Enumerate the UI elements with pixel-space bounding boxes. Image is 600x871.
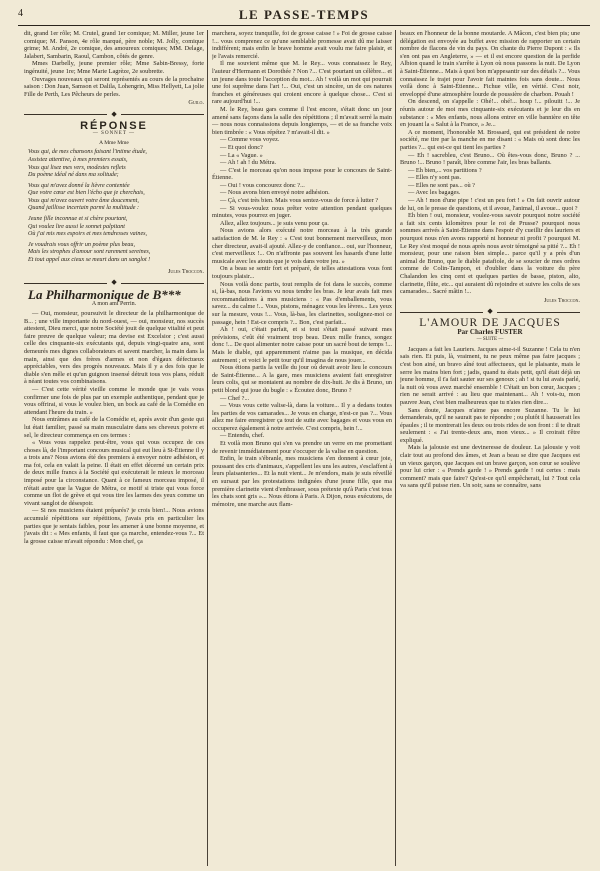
- page-number: 4: [18, 8, 23, 19]
- signature: Jules Troccon.: [167, 267, 204, 275]
- poem-subtitle: — SONNET —: [92, 131, 136, 137]
- article-paragraph: Enfin, le train s'ébranle, mes musiciens s'en donnent à cœur joie, poussant des cris d'animaux, s'appellent les uns les autres, s'esclaffent à leurs plaisanteries... Et la nuit vient... Je m'endors, mais je suis réveillé en sursaut par les protestations indignées d'une jeune fille, que ma première clarinette vient d'embrasser, sous prétexte qu'à Paris c'est tous les chats sont gris »... Nous étions à Paris. A Dijon, nous exécutons, de mémoire, une marche aux flam-: [212, 455, 392, 508]
- poem-stanza: [24, 183, 204, 213]
- column-2: [212, 30, 392, 866]
- column-3: [400, 30, 580, 866]
- article-paragraph: — Oui, monsieur, poursuivit le directeur de la philharmonique de B... ; une ville importante du nord-ouest, — oui, monsieur, nos succès attestent, Dieu merci, que notre Société jouit de quelque vitalité et peut faire preuve de quelque valeur; ma devise est Excelsior ; c'est aussi celle des cinquante-six exécutants qui, depuis vingt-quatre ans, sont demeurés mes dignes collaborateurs et savent marcher, la main dans la main, ainsi que des frères d'armes et non d'égaux défectueux appréciables, vers des progrès nouveaux. Mais il y a des fois que le diable s'en mêle et qu'un guignon insensé détruit tous vos plans, réduit à néant toutes vos combinaisons.: [24, 310, 204, 386]
- dialog-line: — La « Vague. »: [220, 151, 263, 159]
- article-paragraph: M. le Rey, beau gars comme il l'est encore, s'était donc un jour amené sans façons dans la salle des répétitions ; il m'avait serré la main — nous nous connaissions depuis longtemps, — et de sa franche voix bien timbrée : « Vous répétez ? m'avait-il dit. »: [212, 105, 392, 136]
- serial-suite-label: — SUITE —: [476, 337, 504, 343]
- article-paragraph: Mmes Darbelly, jeune premier rôle; Mme Sabin-Bressy, forte ingénuité, jeune 1re; Mme Marie Lagrèze, 2e soubrette.: [24, 60, 204, 75]
- article-paragraph: Ouvrages nouveaux qui seront représentés au cours de la prochaine saison : Don Juan, Samson et Dalila, Lohengrin, Miss Hellyett, La jolie Fille de Perth, Les Pêcheurs de perles.: [24, 75, 204, 98]
- story-title: La Philharmonique de B***: [28, 286, 181, 302]
- verse-line: Et tout appel aux cieux se meurt dans un sanglot !: [28, 257, 151, 264]
- header-rule: [18, 25, 590, 26]
- section-separator: ◆: [24, 111, 204, 119]
- column-1: [24, 30, 204, 866]
- dialog-line: — Eh ! sacrebleu, c'est Bruno... Où êtes-vous donc, Bruno ? ... Bruno !... Bruno ! paraît, libre comme l'air, les bras ballants.: [400, 151, 580, 167]
- verse-line: Qui voulez lire aussi le sonnet palpitant: [28, 223, 125, 230]
- article-paragraph: Mais la jalousie est une devineresse de douleur. La jalousie y voit clair tout au profond des âmes, et Jean a beau se dire que Jacques est un vieux garçon, que Jacques est un brave garçon, son cœur se soulève pour lui crier : « Prends garde ! » Prends garde ! oui certes : mais comment? mais que faire? Qu'est-ce qu'il empêcherait, lui ? Tout cela va sans qu'il puisse rien. Un soir, sans se connaître, sans: [400, 444, 580, 490]
- verse-line: Où j'ai mis mes espoirs et mes tendresses vaines,: [28, 231, 148, 238]
- dialog-line: — Avec les bagages.: [408, 189, 461, 197]
- dialog-line: — Chef ?...: [220, 394, 250, 402]
- article-paragraph: A ce moment, l'honorable M. Brossard, qui est président de notre société, me tire par la manche en me disant : « Mais où sont donc les parties ?... qui est-ce qui tient les parties ?: [400, 128, 580, 151]
- dialog-line: — Entendu, chef.: [220, 432, 265, 440]
- verse-line: Mais les strophes d'amour sont rarement sereines,: [28, 249, 151, 256]
- article-paragraph: Nous voilà donc partis, tout remplis de foi dans le succès, comme si, là-bas, nous l'avions vu nous tendre les bras. Je leur avais fait mes recommandations à mes musiciens : « Pas d'emballements, vous savez... du calme !... Vous, pistons, ménagez vous les lèvres... Les yeux sur la mesure, vous !... Vous, là-bas, les clarinettes, soulignez-moi ce passage, hein ! Est-ce compris ?... Bon, c'est parfait...: [212, 280, 392, 326]
- column-divider-1: [207, 30, 208, 866]
- poem-stanza: [24, 149, 204, 179]
- dialog-line: — C'est le morceau qu'on nous impose pour le concours de Saint-Étienne.: [212, 166, 392, 182]
- article-paragraph: Et voilà mon Bruno qui s'en va prendre un verre en me promettant de revenir immédiatement pour s'occuper de la valise en question.: [212, 440, 392, 455]
- verse-line: Assistez attentive, à mes premiers essais,: [28, 156, 128, 163]
- article-paragraph: — Si nos musiciens étaient préparés? je crois bien!... Nous avions accumulé répétitions sur répétitions, j'avais pris en particulier les parties que je sentais faibles, pour les amener à une bonne moyenne, et j'avais dit : « Mes enfants, il faut que ça marche, entendez-vous ?... Et la grosse caisse m'avait répondu : Mon chef, ça: [24, 507, 204, 545]
- dialog-line: — Ah ! mon d'une pipe ! c'est un peu fort ! » On fait ouvrir autour de lui, on le presse de questions, et il avoue, l'animal, il avoue... quoi ?: [400, 197, 580, 212]
- article-paragraph: Il me souvient même que M. le Rey... vous connaissez le Rey, l'auteur d'Hermann et Dorothée ? Non ?... C'est pourtant un célèbre... et un jeune dans toute l'acception du mot... Ah ! voilà un mot qui pourrait une foi suprême dans l'art !... Oui, c'est un sincère, un de ces natures franches et généreuses qui croient encore à quelque chose... C'est si rare aujourd'hui !...: [212, 60, 392, 106]
- article-paragraph: Jacques a fait les Lauriers. Jacques aime-t-il Suzanne ! Cela tu n'en sais rien. Et puis, là, vraiment, tu ne peux même pas faire jacques ; c'est bon ainé, un bravo aîné tout affectueux, qui le plaisante, mais le serre les mains bien fort ; jadis, quand tu étais petit, qu'il était déjà un jeune homme, il t'a fait sauter sur ses genoux ; ah ! si tu lui avais parlé, la nuit où vous avez marché ensemble ! C'était un bon cœur, Jacques ; rien ne serait arrivé : au lieu que maintenant... Ah ! vois-tu, mon pauvre Jean, c'est bien malheureux que tu n'aies rien dire...: [400, 345, 580, 406]
- article-paragraph: On a beau se sentir fort et préparé, de telles attestations vous font toujours plaisir...: [212, 265, 392, 280]
- article-paragraph: marchera, soyez tranquille, foi de grosse caisse ! » Foi de grosse caisse !... vous comprenez ce qu'une semblable promesse avait dû me laisser indifférent; mais enfin le brave homme avait voulu me faire plaisir, et je l'avais remercié.: [212, 30, 392, 60]
- dialog-line: — Et quoi donc?: [220, 143, 263, 151]
- article-paragraph: Nous étions partis la veille du jour où devait avoir lieu le concours de Saint-Étienne... A la gare, mes musiciens avaient fait enregistrer leurs colis, qui se montaient au nombre de dix-huit. Je dis à Bruno, un petit blond qui joue du bugle : « Écoutez donc, Bruno ?: [212, 364, 392, 394]
- article-paragraph: Sans doute, Jacques n'aime pas encore Suzanne. Tu le lui demanderais, qu'il ne saurait pas te répondre ; ou plutôt il hausserait les épaules ; il te montrerait les deux ou trois rides de son front : il te dirait seulement : « J'ai trente-deux ans, mon vieux... » Il croirait t'être expliqué.: [400, 406, 580, 444]
- section-separator: ◆: [400, 308, 580, 316]
- serial-title: L'AMOUR DE JACQUES: [419, 316, 561, 329]
- signature: Guilo.: [188, 99, 204, 107]
- article-paragraph: — C'est cette vérité vieille comme le monde que je vais vous confirmer une fois de plus par un exemple authentique, pendant que je vous offrirai, si vous le voulez bien, un bock au café de la Comédie en attendant l'heure du train. »: [24, 385, 204, 416]
- article-paragraph: Ah ! oui, c'était parfait, et si tout s'était passé suivant mes prévisions, c'eût été vraiment trop beau. Deux mille francs, songez donc !... De quoi alimenter notre caisse pour un sacré bout de temps !... Mais le diable, qui apparemment n'aime pas la musique, en décida autrement ; et voici le petit tour qu'il imagina de nous jouer...: [212, 326, 392, 364]
- dialog-line: — Çà, c'est très bien. Mais vous sentez-vous de force à lutter ?: [220, 197, 379, 205]
- column-divider-2: [395, 30, 396, 866]
- serial-author: Par Charles FUSTER: [457, 327, 523, 336]
- verse-line: Vous qui m'avez ouvert votre âme doucement,: [28, 197, 139, 204]
- verse-line: Vous qui, de mes chansons faisant l'intime étude,: [28, 149, 147, 156]
- verse-line: Quand jaillisse incertain parmi la multitude :: [28, 205, 140, 212]
- page-header: [18, 6, 590, 24]
- story-dedication: A mon ami Perrin.: [91, 301, 137, 308]
- dialog-line: — Comme vous voyez.: [220, 136, 280, 144]
- article-paragraph: dit, grand 1er rôle; M. Crutel, grand 1er comique; M. Miller, jeune 1er comique; M. Panson, 4e rôle marqué, père noble; M. Jolly, comique grime; M. André, 2e comique, des amoureux comiques; MM. Delage, Jalabert, Sambarin, Raoul, Cambon, côtés de genre.: [24, 30, 204, 60]
- signature: Jules Troccon.: [543, 296, 580, 304]
- dialog-line: — Oui ! vous concourez donc ?...: [220, 181, 305, 189]
- masthead-title: LE PASSE-TEMPS: [238, 7, 370, 22]
- poem-stanza: [24, 242, 204, 265]
- article-paragraph: Eh bien ! oui, monsieur, voulez-vous savoir pourquoi notre société a fait six cents kilomètres pour le roi de Prusse? pourquoi nous sommes arrivés à Saint-Étienne dans l'espoir d'y cueillir des lauriers et pourquoi nous n'en avons rapporté ni honneur ni profit ? pourquoi M. Le Rey s'est moqué de nous après nous avoir témoigné sa pitié ?... Eh ! monsieur, pour une raison bien simple... parce qu'il y a près d'un animal de Bruno, que le diable patafiole, de se soucier de mes ordres comme de Colin-Tampon, et d'oublier dans la voiture du père Chalandon les cinq cent et quelques parties de basse, piston, alto, clarinette, flûte, etc... qui auraient dû rejoindre et suivre les colis de ses camarades... Sacré mâtin !...: [400, 212, 580, 296]
- verse-line: Jeune fille inconnue et si chère pourtant,: [28, 216, 128, 223]
- verse-line: Je voudrais vous offrir un poème plus beau,: [28, 241, 135, 248]
- article-paragraph: Nous avions alors exécuté notre morceau à la très grande satisfaction de M. le Rey : « C'est tout bonnement merveilleux, mon cher directeur, avait-il ajouté. Allez-y de confiance... oui, sur l'honneur, c'est merveilleux !... On n'affronte pas souvent les hasards d'une lutte musicale avec les atouts que je vois dans votre jeu. »: [212, 227, 392, 265]
- dialog-line: — Nous avons bien envoyé notre adhésion.: [220, 189, 330, 197]
- section-separator: ◆: [24, 279, 204, 287]
- article-paragraph: « Vous vous rappelez peut-être, vous qui vous occupez de ces choses là, de l'important concours musical qui eut lieu à St-Étienne il y a trois ans? Nous avions été des premiers à envoyer notre adhésion, et ma foi, cela en valait la peine. Il était en effet décerné un certain prix de deux mille francs à la Société qui exécuterait le mieux le morceau imposé pour la circonstance. Quant à ce fameux morceau imposé, il n'était autre que la Vague de Métra, ce motif si triste qui vous force comme un flot de grève et qui vous tire les larmes des yeux comme un vivant sanglot de désespoir.: [24, 439, 204, 507]
- poem-stanza: [24, 216, 204, 239]
- poem-dedication: A Mme Mme: [99, 139, 129, 146]
- verse-line: Du poème idéal né dans ma solitude;: [28, 172, 119, 179]
- verse-line: Vous qui lisez mes vers, modestes reflets: [28, 164, 126, 171]
- dialog-line: — Eh bien,... vos partitions ?: [408, 166, 482, 174]
- dialog-line: — Si vous-voulez nous prêter votre attention pendant quelques minutes, vous pourrez en juger.: [212, 204, 392, 220]
- poem-title: RÉPONSE: [80, 119, 148, 132]
- article-paragraph: Allez, allez toujours... je suis venu pour ça.: [220, 219, 329, 227]
- dialog-line: — Elles ne sont pas... où ?: [408, 181, 475, 189]
- dialog-line: — Elles n'y sont pas.: [408, 174, 462, 182]
- verse-line: Que votre cœur est bien l'écho que je cherchais,: [28, 190, 145, 197]
- article-paragraph: beaux en l'honneur de la bonne moutarde. A Mâcon, c'est bien pis; une délégation est envoyée au buffet avec mission de rapporter un certain nombre de flacons de vin du pays. On chante du Pierre Dupont : « Ils s'en ont pas en Angleterre, » — et il est encore question de la perfide Albion quand le train s'arrête à Lyon où nous passons la nuit. De Lyon à Saint-Étienne... Mais à quoi bon m'appesantir sur des détails ?... Vous connaissez le trajet pour l'avoir fait maintes fois sans doute... Nous voilà donc à Saint-Étienne... Fichue ville, en vérité. C'est noir, enveloppé d'une atmosphère lourde de poussière de charbon. Pouah !: [400, 30, 580, 98]
- article-paragraph: On descend, on s'appelle : Ohé!... ohé!... houp !... pilouitt !... Je réunis autour de moi mes cinquante-six exécutants et je leur dis en substance : « Mes enfants, nous allons entrer en ville bannière en tête en jouant la « Salut à la France, » Je...: [400, 98, 580, 129]
- article-paragraph: Nous entrâmes au café de la Comédie et, après avoir d'un geste qui lui était familier, passé sa main musculaire dans ses cheveux poivre et sel, le directeur commença en ces termes :: [24, 416, 204, 439]
- dialog-line: — Vous vous cette valise-là, dans la voiture... Il y a dedans toutes les parties de vos camarades... Je vous en charge, n'est-ce pas ?... Vous allez me faire enregistrer ça tout de suite avec bagages et vous vous en occuperez également à notre arrivée. C'est compris, hein !...: [212, 402, 392, 432]
- verse-line: Vous qui m'avez donné la lièvre contentée: [28, 182, 130, 189]
- dialog-line: — Ah ! ah ! du Métra.: [220, 159, 277, 167]
